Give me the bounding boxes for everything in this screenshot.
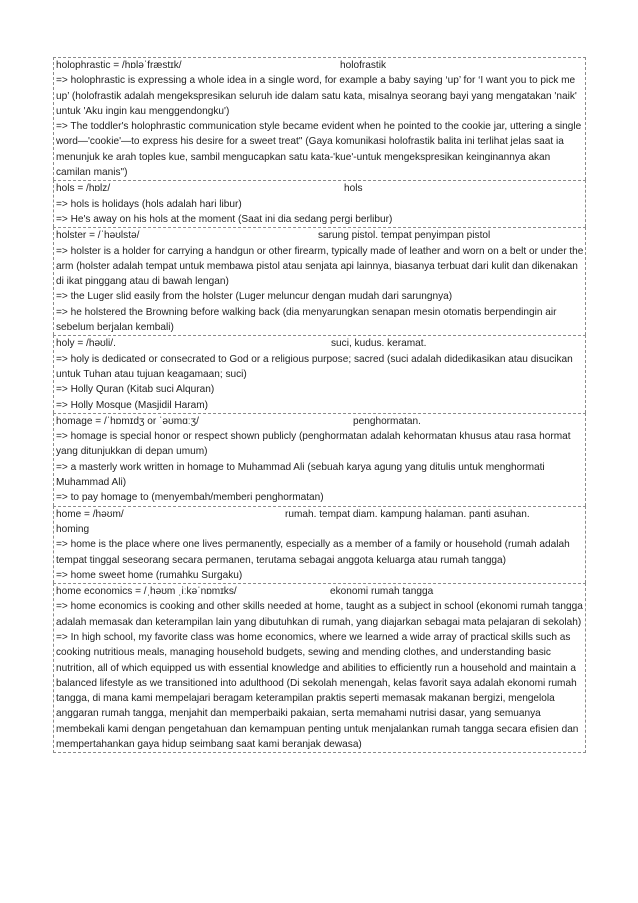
entry-headline	[54, 336, 585, 351]
entry-line: => holophrastic is expressing a whole idea in a single word, for example a baby saying ‘up’ for ‘I want you to pick me up’ (holofrastik adalah mengekspresikan seluruh ide dalam satu kata, misalnya seorang bayi yang mengatakan 'naik' untuk 'Aku ingin kau menggendongku')	[56, 75, 577, 117]
entry-line: => a masterly work written in homage to Muhammad Ali (sebuah karya agung yang ditulis untuk menghormati Muhammad Ali)	[56, 461, 545, 489]
entry-line: => In high school, my favorite class was home economics, where we learned a wide array of practical skills such as cooking nutritious meals, managing household budgets, sewing and mending clothes, and understanding basic nutrition, all of which equipped us with essential knowledge and abilities to efficiently run a household and maintain a balanced lifestyle as we transitioned into adulthood (Di sekolah menengah, kelas favorit saya adalah ekonomi rumah tangga, di mana kami mempelajari beragam keterampilan praktis seperti memasak makanan bergizi, mengelola anggaran rumah tangga, menjahit dan memperbaiki pakaian, serta memahami nutrisi dasar, yang semuanya membekali kami dengan pengetahuan dan kemampuan penting untuk menjalankan rumah tangga secara efisien dan mempertahankan gaya hidup seimbang saat kami beranjak dewasa)	[56, 631, 579, 751]
entry-homage	[53, 413, 586, 506]
entry-line: => hols is holidays (hols adalah hari libur)	[56, 198, 242, 210]
entry-word: holophrastic = /hɒləˈfræstɪk/	[56, 60, 182, 71]
entry-line: => home sweet home (rumahku Surgaku)	[56, 569, 243, 581]
entry-word: home = /həʊm/	[56, 508, 124, 520]
entry-headline	[54, 181, 585, 196]
entry-word: hols = /hɒlz/	[56, 183, 111, 195]
entry-meaning: ekonomi rumah tangga	[330, 586, 434, 598]
entry-holster	[53, 227, 586, 335]
entry-line: => He's away on his hols at the moment (Saat ini dia sedang pergi berlibur)	[56, 213, 393, 225]
entry-word: home economics = /ˌhəʊm ˌiːkəˈnɒmɪks/	[56, 586, 237, 598]
entry-meaning: rumah. tempat diam. kampung halaman. panti asuhan.	[285, 508, 530, 520]
entry-holy	[53, 335, 586, 412]
entry-headline	[54, 507, 585, 522]
dictionary-table	[53, 57, 586, 753]
entry-line: => home economics is cooking and other skills needed at home, taught as a subject in school (ekonomi rumah tangga adalah memasak dan keterampilan lain yang dibutuhkan di rumah, yang diajarkan sebagai mata pelajaran di sekolah)	[56, 601, 583, 628]
entry-home	[53, 506, 586, 583]
entry-line: => home is the place where one lives permanently, especially as a member of a family or household (rumah adalah tempat tinggal seseorang secara permanen, terutama sebagai anggota keluarga atau rumah tangga)	[56, 539, 570, 566]
entry-meaning: penghormatan.	[353, 415, 421, 427]
entry-line: => The toddler's holophrastic communication style became evident when he pointed to the cookie jar, uttering a single word—'cookie'—to express his desire for a sweet treat" (Gaya komunikasi holofrastik balita ini terlihat jelas saat ia menunjuk ke arah toples kue, sambil mengucapkan satu kata-'kue'-untuk mengekspresikan keinginannya akan camilan manis")	[56, 121, 582, 179]
entry-headline	[54, 584, 585, 599]
entry-line: => the Luger slid easily from the holster (Luger meluncur dengan mudah dari sarungnya)	[56, 291, 453, 303]
entry-line: => homage is special honor or respect shown publicly (penghormatan adalah kehormatan khusus atau rasa hormat yang ditunjukkan di depan umum)	[56, 431, 571, 458]
entry-line: => Holly Quran (Kitab suci Alquran)	[56, 384, 215, 396]
entry-word: holy = /həʊli/.	[56, 338, 116, 350]
entry-hols	[53, 180, 586, 227]
entry-meaning: sarung pistol. tempat penyimpan pistol	[318, 230, 491, 242]
entry-line: => he holstered the Browning before walking back (dia menyarungkan senapan mesin otomatis berpendingin air sebelum berjalan kembali)	[56, 306, 557, 334]
entry-headline	[54, 228, 585, 243]
entry-holophrastic	[53, 57, 586, 180]
entry-headline	[54, 58, 585, 73]
entry-headline	[54, 414, 585, 429]
entry-line: homing	[56, 523, 90, 535]
entry-meaning: holofrastik	[340, 60, 387, 71]
entry-word: homage = /ˈhɒmɪdʒ or ˈəʊmɑːʒ/	[56, 415, 199, 427]
entry-home-economics	[53, 583, 586, 753]
entry-word: holster = /ˈhəʊlstə/	[56, 230, 140, 242]
entry-line: => Holly Mosque (Masjidil Haram)	[56, 399, 209, 411]
entry-line: => holster is a holder for carrying a handgun or other firearm, typically made of leather and worn on a belt or under the arm (holster adalah tempat untuk membawa pistol atau senjata api lainnya, biasanya terbuat dari kulit dan dikenakan di ikat pinggang atau di bawah lengan)	[56, 245, 584, 288]
entry-line: => to pay homage to (menyembah/memberi penghormatan)	[56, 492, 324, 504]
entry-line: => holy is dedicated or consecrated to God or a religious purpose; sacred (suci adalah didedikasikan atau disucikan untuk Tuhan atau tujuan keagamaan; suci)	[56, 353, 573, 380]
entry-meaning: suci, kudus. keramat.	[331, 338, 427, 350]
entry-meaning: hols	[344, 183, 363, 195]
